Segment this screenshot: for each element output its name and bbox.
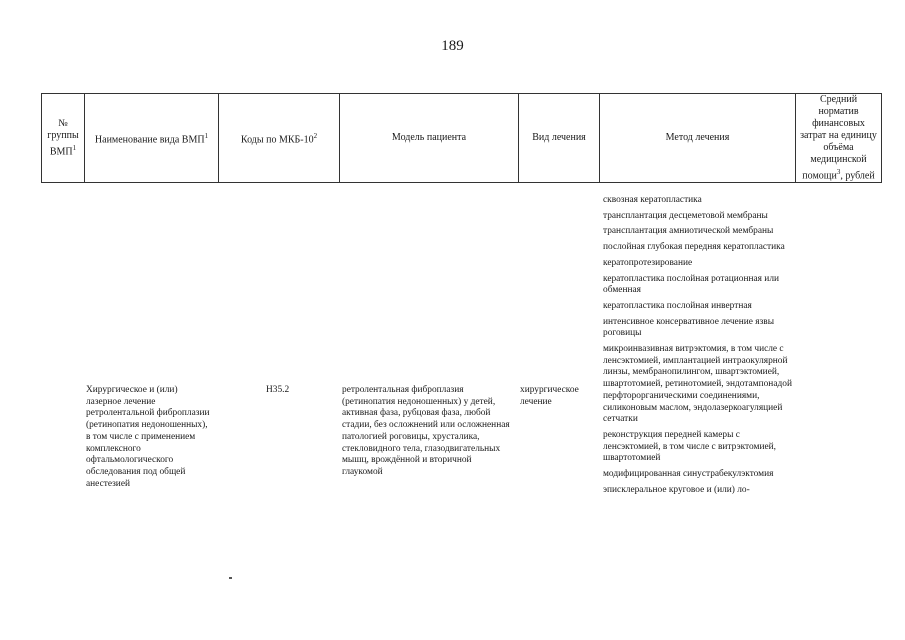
method-item: кератопластика послойная инвертная — [603, 300, 752, 311]
row-vmp-name: Хирургическое и (или) лазерное лечение ретролентальной фиброплазии (ретинопатия недоношенных), в том числе с применением комплексного офтальмологического обследования под общей анестезией — [86, 385, 210, 489]
method-item: трансплантация десцеметовой мембраны — [603, 210, 768, 221]
method-item: трансплантация амниотической мембраны — [603, 226, 774, 237]
row-treatment-type: хирургическое лечение — [520, 385, 579, 407]
header-patient-model: Модель пациента — [340, 94, 519, 183]
method-item: кератопластика послойная ротационная или обменная — [603, 273, 780, 296]
method-item: реконструкция передней камеры с ленсэктомией, в том числе с витрэктомией, швартотомией — [603, 429, 776, 464]
method-item: послойная глубокая передняя кератопластика — [603, 242, 785, 253]
page-number: 189 — [441, 38, 464, 54]
method-item: кератопротезирование — [603, 257, 693, 268]
methods-column — [603, 195, 796, 500]
header-icd-codes: Коды по МКБ-$10^2$ — [219, 94, 340, 183]
row-icd-code: H35.2 — [266, 385, 290, 395]
method-item: эписклеральное круговое и (или) ло- — [603, 484, 750, 495]
method-item: сквозная кератопластика — [603, 195, 702, 205]
header-treatment-method: Метод лечения — [600, 94, 796, 183]
method-item: модифицированная синустрабекулэктомия — [603, 469, 774, 480]
header-vmp-name: Наименование вида ВМП$^1$ — [85, 94, 219, 183]
method-item: интенсивное консервативное лечение язвы роговицы — [603, 316, 774, 339]
scan-speck — [229, 577, 232, 579]
header-treatment-type: Вид лечения — [519, 94, 600, 183]
row-patient-model: ретролентальная фиброплазия (ретинопатия недоношенных) у детей, активная фаза, рубцовая фаза, любой стадии, без осложнений или осложненная патологией роговицы, хрусталика, стекловидного тела, глазодвигательных мышц, врождённой и вторичной глаукомой — [342, 385, 510, 477]
header-cost-norm: Средний норматив финансовых затрат на единицу объёма медицинской помощи$^3$, рублей — [796, 94, 882, 183]
header-group-number: № группы ВМП$^1$ — [42, 94, 85, 183]
table-header — [41, 93, 882, 183]
method-item: микроинвазивная витрэктомия, в том числе с ленсэктомией, имплантацией интраокулярной линзы, мембранопилингом, швартэктомией, швартотомией, ретинотомией, эндотампонадой перфторорганическими соединениями, силиконовым маслом, эндолазеркоагуляцией сетчатки — [603, 344, 792, 425]
